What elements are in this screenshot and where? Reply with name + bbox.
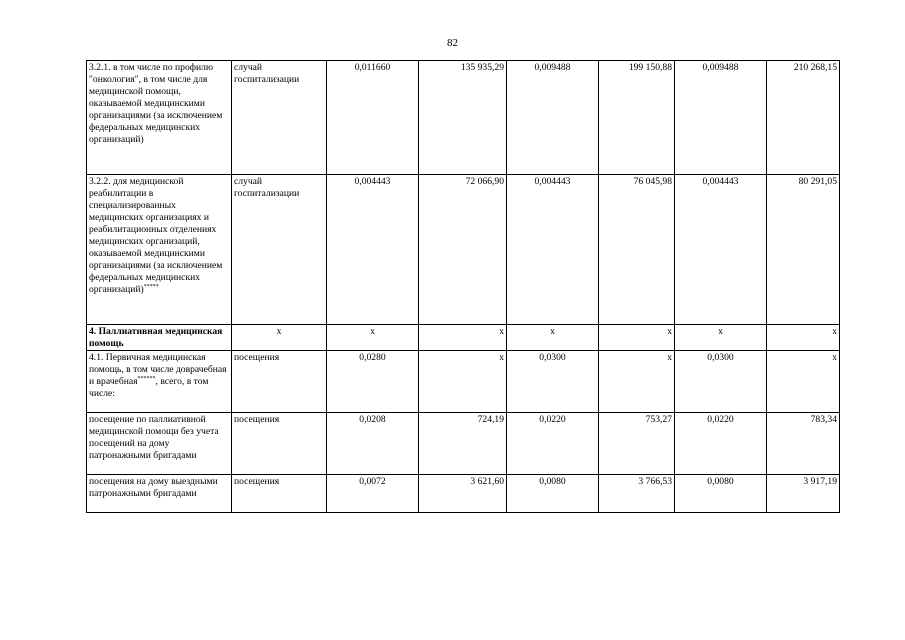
cost-2025-cell: 3 766,53 <box>599 475 675 513</box>
table-row <box>87 351 840 413</box>
unit-cell: случай госпитализации <box>232 61 327 175</box>
norm-2026-cell: 0,009488 <box>675 61 767 175</box>
cost-2026-cell: 80 291,05 <box>767 175 840 325</box>
page-number: 82 <box>447 37 458 49</box>
cost-2025-cell: 753,27 <box>599 413 675 475</box>
norm-2026-cell: 0,0080 <box>675 475 767 513</box>
cost-2024-cell: 135 935,29 <box>419 61 507 175</box>
cost-2026-cell: 210 268,15 <box>767 61 840 175</box>
table-row <box>87 325 840 351</box>
norm-2024-cell: 0,0280 <box>327 351 419 413</box>
unit-cell: случай госпитализации <box>232 175 327 325</box>
cost-2025-cell: х <box>599 351 675 413</box>
norm-2024-cell: 0,004443 <box>327 175 419 325</box>
cost-2025-cell: 199 150,88 <box>599 61 675 175</box>
indicator-cell <box>87 175 232 325</box>
section-heading-cell: 4. Паллиативная медицинская помощь <box>87 325 232 351</box>
cost-2026-cell: х <box>767 325 840 351</box>
norm-2024-cell: х <box>327 325 419 351</box>
cost-2026-cell: 783,34 <box>767 413 840 475</box>
indicator-cell: 3.2.1. в том числе по профилю "онкология", в том числе для медицинской помощи, оказываемой медицинскими организациями (за исключением федеральных медицинских организаций) <box>87 61 232 175</box>
table-row <box>87 475 840 513</box>
unit-cell: посещения <box>232 413 327 475</box>
cost-2024-cell: х <box>419 351 507 413</box>
cost-2024-cell: х <box>419 325 507 351</box>
indicator-cell: посещения на дому выездными патронажными бригадами <box>87 475 232 513</box>
norm-2024-cell: 0,011660 <box>327 61 419 175</box>
norm-2025-cell: 0,009488 <box>507 61 599 175</box>
table-row <box>87 61 840 175</box>
indicator-text-tail: , всего, в том числе: <box>89 376 209 399</box>
unit-cell: посещения <box>232 475 327 513</box>
indicator-cell: посещение по паллиативной медицинской помощи без учета посещений на дому патронажными бригадами <box>87 413 232 475</box>
cost-2026-cell: 3 917,19 <box>767 475 840 513</box>
unit-cell: х <box>232 325 327 351</box>
indicator-text: 3.2.2. для медицинской реабилитации в специализированных медицинских организациях и реабилитационных отделениях медицинских организаций, оказываемой медицинскими организациями (за исключением федеральных медицинских организаций) <box>89 176 223 295</box>
indicator-cell <box>87 351 232 413</box>
norms-table <box>86 60 840 513</box>
cost-2024-cell: 3 621,60 <box>419 475 507 513</box>
cost-2024-cell: 724,19 <box>419 413 507 475</box>
norm-2026-cell: 0,004443 <box>675 175 767 325</box>
footnote-mark: ****** <box>137 375 156 382</box>
norm-2026-cell: х <box>675 325 767 351</box>
norm-2025-cell: х <box>507 325 599 351</box>
table-row <box>87 413 840 475</box>
norm-2025-cell: 0,0300 <box>507 351 599 413</box>
norm-2025-cell: 0,0220 <box>507 413 599 475</box>
indicator-text: 4.1. Первичная медицинская помощь, в том числе доврачебная и врачебная <box>89 352 227 387</box>
norm-2026-cell: 0,0300 <box>675 351 767 413</box>
norm-2024-cell: 0,0208 <box>327 413 419 475</box>
norm-2025-cell: 0,0080 <box>507 475 599 513</box>
table-row <box>87 175 840 325</box>
unit-cell: посещения <box>232 351 327 413</box>
footnote-mark: ***** <box>143 283 159 290</box>
norm-2024-cell: 0,0072 <box>327 475 419 513</box>
cost-2024-cell: 72 066,90 <box>419 175 507 325</box>
cost-2025-cell: 76 045,98 <box>599 175 675 325</box>
cost-2025-cell: х <box>599 325 675 351</box>
norm-2026-cell: 0,0220 <box>675 413 767 475</box>
norm-2025-cell: 0,004443 <box>507 175 599 325</box>
cost-2026-cell: х <box>767 351 840 413</box>
